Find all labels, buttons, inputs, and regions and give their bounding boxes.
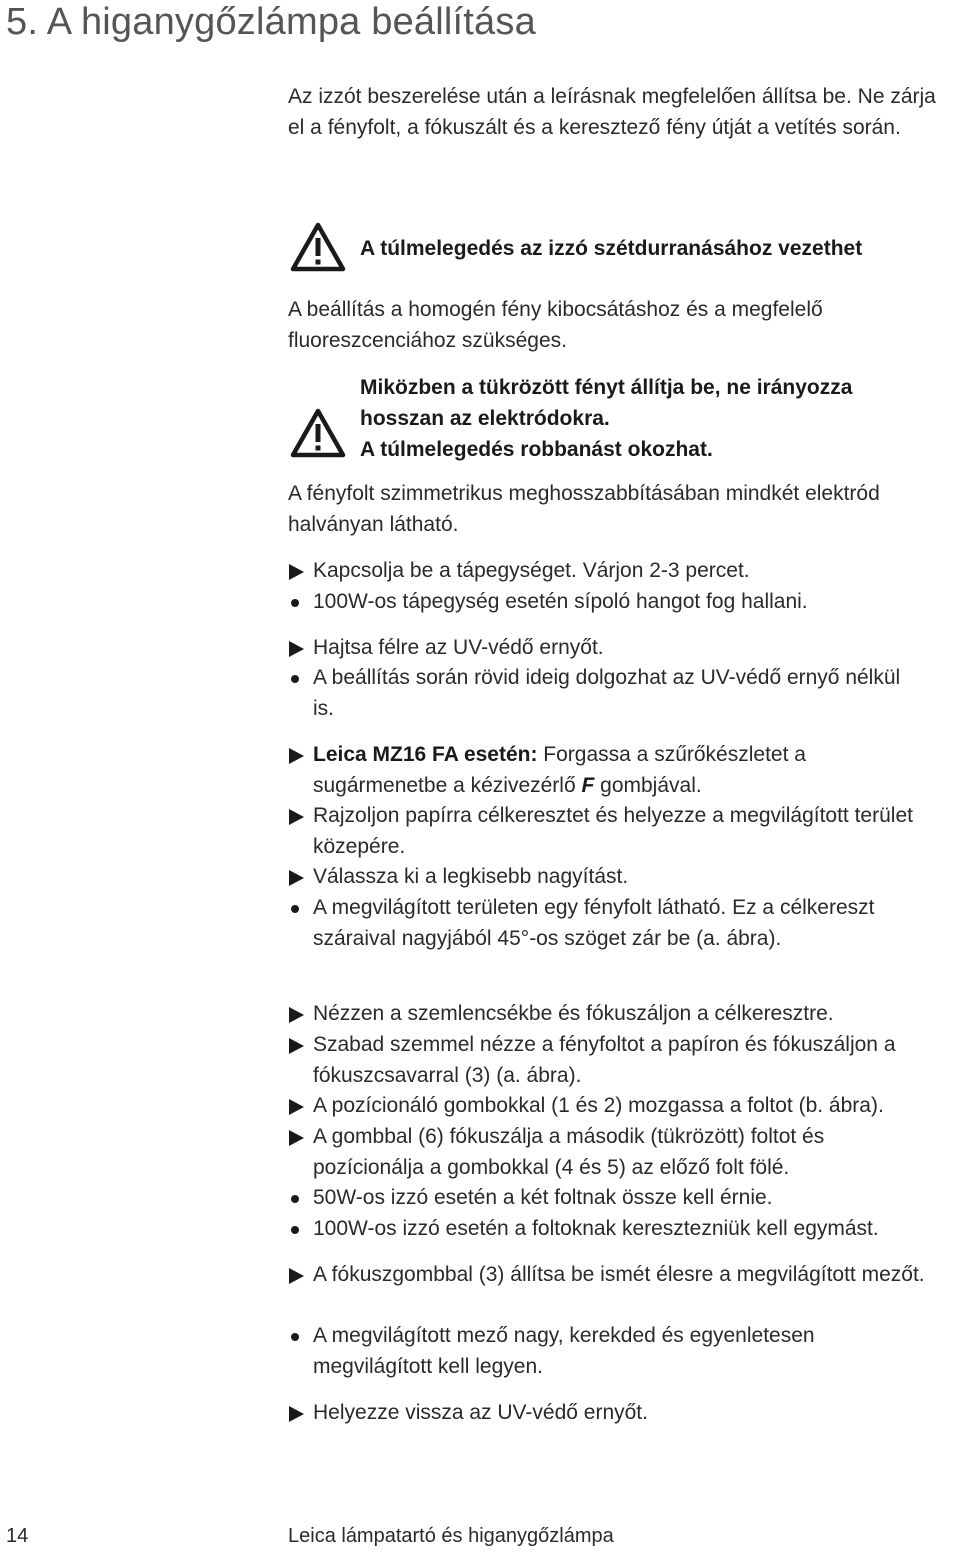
dot-bullet-icon: [288, 587, 312, 617]
model-label: Leica MZ16 FA esetén:: [313, 743, 538, 766]
arrow-bullet-icon: [288, 1122, 312, 1152]
warning-electrodes-line3: A túlmelegedés robbanást okozhat.: [360, 438, 713, 461]
warning-overheat-burst: A túlmelegedés az izzó szétdurranásához vezethet: [360, 237, 863, 260]
list-item: Szabad szemmel nézze a fényfoltot a papíron és fókuszáljon a fókuszcsavarral (3) (a. ábra).: [288, 1030, 960, 1091]
list-item: A megvilágított területen egy fényfolt látható. Ez a célkereszt száraival nagyjából 45°-os szöget zár be (a. ábra).: [288, 893, 960, 954]
arrow-bullet-icon: [288, 740, 312, 770]
arrow-bullet-icon: [288, 1030, 312, 1060]
list-item: Helyezze vissza az UV-védő ernyőt.: [288, 1398, 960, 1429]
list-item: A megvilágított mező nagy, kerekded és egyenletesen megvilágított kell legyen.: [288, 1321, 960, 1382]
arrow-bullet-icon: [288, 556, 312, 586]
knob-f-label: F: [581, 773, 595, 797]
warning-triangle-icon: [290, 408, 346, 458]
dot-bullet-icon: [288, 1321, 312, 1351]
dot-bullet-icon: [288, 1214, 312, 1244]
arrow-bullet-icon: [288, 999, 312, 1029]
list-item: A fókuszgombbal (3) állítsa be ismét élesre a megvilágított mezőt.: [288, 1260, 960, 1291]
list-item: Válassza ki a legkisebb nagyítást.: [288, 862, 960, 893]
arrow-bullet-icon: [288, 1398, 312, 1428]
intro-paragraph: Az izzót beszerelése után a leírásnak megfelelően állítsa be. Ne zárja el a fényfolt, a fókuszált és a keresztező fény útját a vetítés során.: [288, 85, 936, 139]
arrow-bullet-icon: [288, 1091, 312, 1121]
electrode-visibility-paragraph: A fényfolt szimmetrikus meghosszabbításában mindkét elektród halványan látható.: [288, 482, 880, 536]
warning-electrodes-line1: Miközben a tükrözött fényt állítja be, ne irányozza: [360, 376, 853, 399]
arrow-bullet-icon: [288, 862, 312, 892]
footer-title: Leica lámpatartó és higanygőzlámpa: [288, 1525, 614, 1547]
warning-electrodes-line2: hosszan az elektródokra.: [360, 407, 610, 430]
arrow-bullet-icon: [288, 801, 312, 831]
list-item: Hajtsa félre az UV-védő ernyőt.: [288, 633, 960, 664]
list-item: Nézzen a szemlencsékbe és fókuszáljon a célkeresztre.: [288, 999, 960, 1030]
dot-bullet-icon: [288, 663, 312, 693]
list-item: Leica MZ16 FA esetén: Forgassa a szűrőkészletet a sugármenetbe a kézivezérlő F gombjával.: [288, 740, 960, 801]
dot-bullet-icon: [288, 893, 312, 923]
list-item: Rajzoljon papírra célkeresztet és helyezze a megvilágított terület közepére.: [288, 801, 960, 862]
page-title: 5. A higanygőzlámpa beállítása: [6, 1, 536, 43]
homogeneous-light-paragraph: A beállítás a homogén fény kibocsátáshoz és a megfelelő fluoreszcenciához szükséges.: [288, 298, 823, 352]
list-item: 50W-os izzó esetén a két foltnak össze kell érnie.: [288, 1183, 960, 1214]
list-item: 100W-os tápegység esetén sípoló hangot fog hallani.: [288, 587, 960, 618]
list-item: Kapcsolja be a tápegységet. Várjon 2-3 percet.: [288, 556, 960, 587]
page-number: 14: [6, 1525, 29, 1547]
dot-bullet-icon: [288, 1183, 312, 1213]
list-item: 100W-os izzó esetén a foltoknak keresztezniük kell egymást.: [288, 1214, 960, 1245]
list-item: A gombbal (6) fókuszálja a második (tükrözött) foltot és pozícionálja a gombokkal (4 és 5) az előző folt fölé.: [288, 1122, 960, 1183]
arrow-bullet-icon: [288, 1260, 312, 1290]
list-item: A beállítás során rövid ideig dolgozhat az UV-védő ernyő nélkül is.: [288, 663, 960, 724]
warning-triangle-icon: [290, 222, 346, 272]
list-item: A pozícionáló gombokkal (1 és 2) mozgassa a foltot (b. ábra).: [288, 1091, 960, 1122]
arrow-bullet-icon: [288, 633, 312, 663]
